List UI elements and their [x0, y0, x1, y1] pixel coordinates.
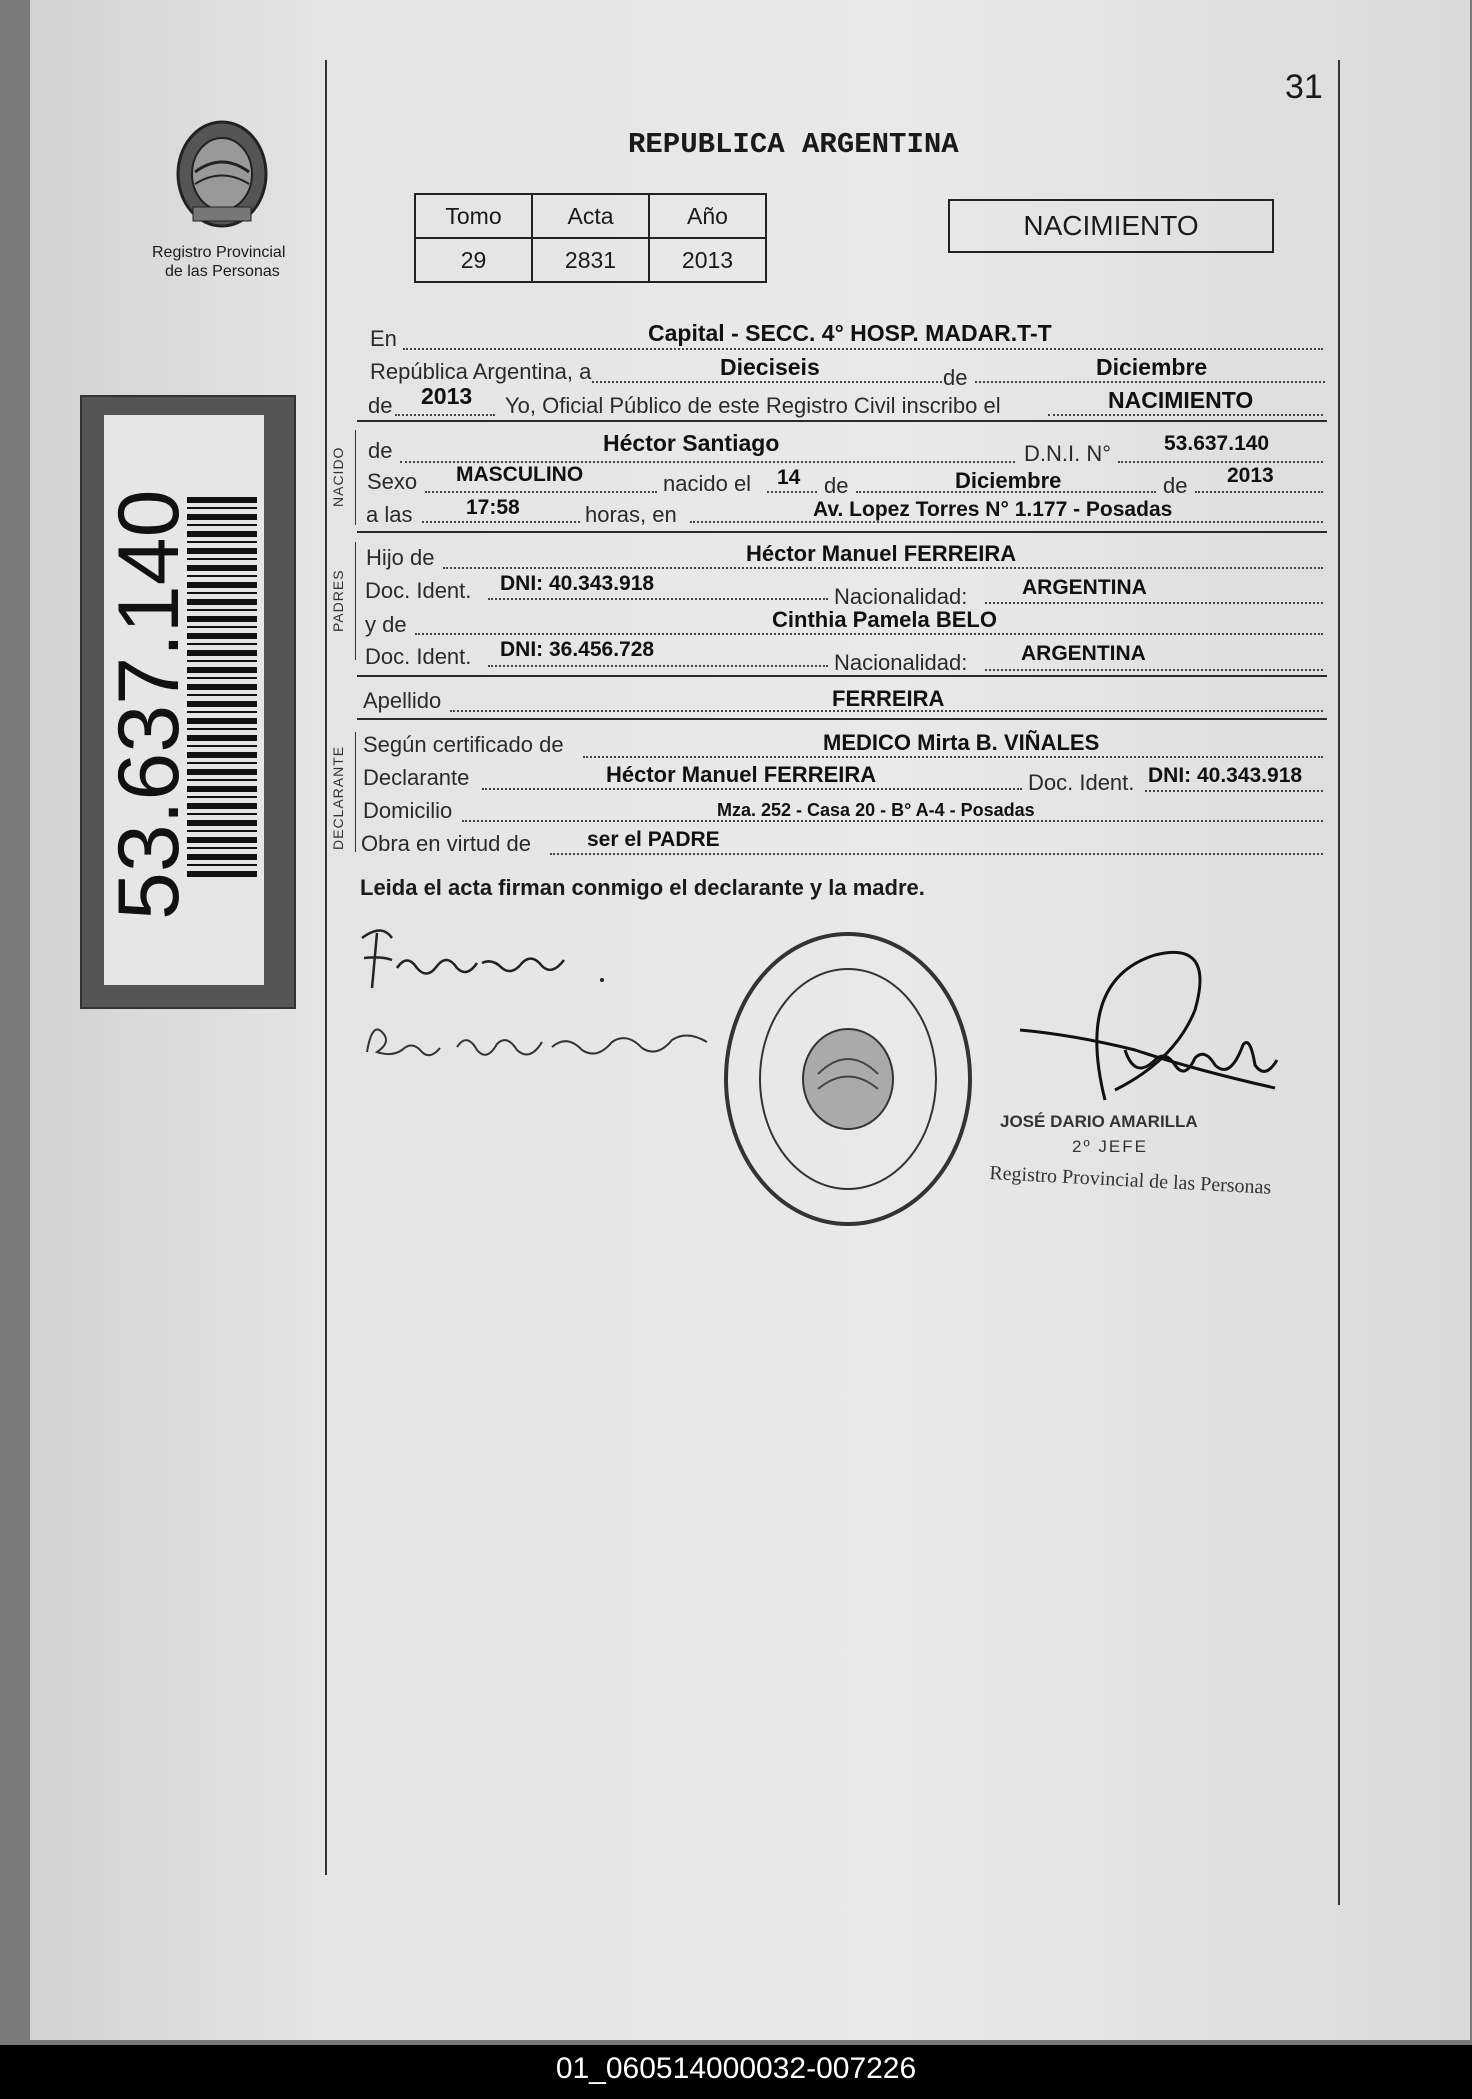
father-name: Héctor Manuel FERREIRA: [746, 541, 1017, 566]
signature-belo: [362, 1012, 722, 1072]
father-doc-label: Doc. Ident.: [365, 578, 472, 603]
right-margin-line: [1338, 60, 1340, 1905]
birth-day: 14: [777, 466, 801, 489]
declarante-label: DECLARANTE: [330, 745, 346, 850]
logo-caption-1: Registro Provincial: [152, 244, 286, 261]
official-office: Registro Provincial de las Personas: [988, 1162, 1272, 1199]
day-value: Dieciseis: [720, 354, 820, 380]
yo-text: Yo, Oficial Público de este Registro Civil inscribo el: [505, 393, 1001, 418]
province-logo: [165, 112, 280, 242]
declarante-name: Héctor Manuel FERREIRA: [606, 762, 877, 787]
en-label: En: [370, 326, 397, 351]
declarante-name-label: Declarante: [363, 765, 470, 790]
apellido-label: Apellido: [363, 688, 442, 713]
domicilio-label: Domicilio: [363, 798, 453, 823]
child-name: Héctor Santiago: [603, 430, 780, 456]
page-number: 31: [1285, 68, 1323, 106]
mother-name: Cinthia Pamela BELO: [772, 607, 997, 632]
official-name: JOSÉ DARIO AMARILLA: [1000, 1112, 1198, 1131]
horas-label: horas, en: [585, 502, 677, 527]
cert-label: Según certificado de: [363, 732, 564, 757]
nacido-de-label3: de: [1163, 473, 1188, 498]
closing-statement: Leida el acta firman conmigo el declarante y la madre.: [360, 875, 925, 900]
sexo-label: Sexo: [367, 469, 418, 494]
declarante-doc: DNI: 40.343.918: [1148, 764, 1303, 787]
signature-ferreira: [352, 918, 622, 998]
anio-value: 2013: [649, 238, 766, 282]
birth-time: 17:58: [466, 496, 520, 519]
left-margin-line: [325, 60, 327, 1875]
a-las-label: a las: [366, 502, 413, 527]
birth-year: 2013: [1227, 464, 1274, 487]
month-value: Diciembre: [1096, 354, 1208, 380]
birth-month: Diciembre: [955, 468, 1062, 493]
act-value: NACIMIENTO: [1108, 387, 1254, 413]
official-signature: [1015, 940, 1315, 1140]
cert-value: MEDICO Mirta B. VIÑALES: [823, 730, 1100, 755]
mother-doc: DNI: 36.456.728: [500, 638, 655, 661]
official-seal: [718, 924, 978, 1234]
footer-id: 01_060514000032-007226: [555, 2052, 917, 2085]
side-id-number: 53.637.140: [101, 489, 197, 920]
padres-label: PADRES: [330, 569, 346, 632]
anio-header: Año: [649, 194, 766, 238]
hijo-label: Hijo de: [366, 545, 435, 570]
father-nationality: ARGENTINA: [1022, 576, 1147, 599]
nacido-de-label: de: [368, 438, 393, 463]
mother-doc-label: Doc. Ident.: [365, 644, 472, 669]
domicilio-value: Mza. 252 - Casa 20 - B° A-4 - Posadas: [717, 800, 1035, 820]
obra-label: Obra en virtud de: [361, 831, 531, 856]
de-year-label: de: [368, 393, 393, 418]
acta-value: 2831: [532, 238, 649, 282]
obra-value: ser el PADRE: [587, 828, 720, 851]
father-doc: DNI: 40.343.918: [500, 572, 655, 595]
tomo-header: Tomo: [415, 194, 532, 238]
mother-nat-label: Nacionalidad:: [834, 650, 968, 675]
act-type-label: NACIMIENTO: [1023, 210, 1199, 241]
place-value: Capital - SECC. 4° HOSP. MADAR.T-T: [648, 320, 1052, 346]
logo-caption-2: de las Personas: [165, 263, 280, 280]
sexo-value: MASCULINO: [456, 463, 584, 486]
de-month-label: de: [943, 365, 968, 390]
nacido-de-label2: de: [824, 473, 849, 498]
child-dni: 53.637.140: [1164, 432, 1270, 455]
republica-label: República Argentina, a: [370, 359, 592, 384]
tomo-value: 29: [415, 238, 532, 282]
birth-place: Av. Lopez Torres N° 1.177 - Posadas: [813, 498, 1173, 521]
year-value: 2013: [421, 383, 473, 409]
registry-table: [414, 193, 767, 283]
father-nat-label: Nacionalidad:: [834, 584, 968, 609]
act-type-box: [948, 199, 1274, 253]
dni-label: D.N.I. N°: [1024, 441, 1112, 466]
country-title: REPUBLICA ARGENTINA: [628, 128, 959, 161]
acta-header: Acta: [532, 194, 649, 238]
apellido-value: FERREIRA: [832, 686, 945, 711]
nacido-el-label: nacido el: [663, 471, 752, 496]
y-de-label: y de: [365, 612, 407, 637]
nacido-label: NACIDO: [330, 446, 346, 507]
declarante-doc-label: Doc. Ident.: [1028, 770, 1135, 795]
mother-nationality: ARGENTINA: [1021, 642, 1146, 665]
official-role: 2º JEFE: [1072, 1137, 1148, 1156]
